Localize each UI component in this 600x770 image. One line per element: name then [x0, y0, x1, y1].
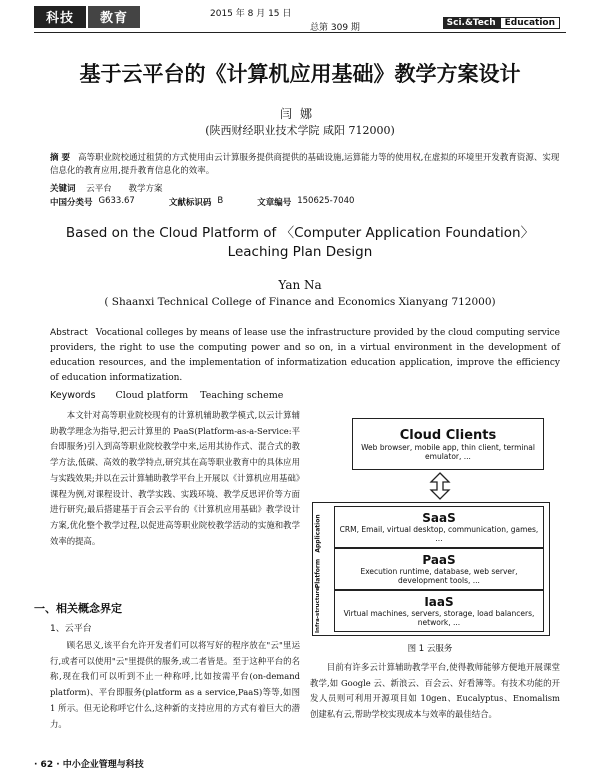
article-number-label: 文章编号	[257, 198, 292, 208]
abstract-en-text: Vocational colleges by means of lease use the infrastructure provided by the cloud computing service providers, the right to use the computing power and so on, in a virtual environment in the development of education resources, and the implementation of informatization education application, improve the efficiency of education informatization.	[50, 328, 560, 383]
keywords-cn-label: 关键词	[50, 184, 76, 194]
paper-title-en-line1: Based on the Cloud Platform of 〈Computer Application Foundation〉	[65, 225, 535, 241]
abstract-cn-label: 摘 要	[50, 153, 70, 163]
article-number-value: 150625-7040	[297, 196, 355, 206]
affiliation-en: ( Shaanxi Technical College of Finance and Economics Xianyang 712000)	[104, 296, 496, 308]
journal-brand	[443, 17, 560, 29]
saas-title: SaaS	[422, 511, 456, 525]
figure-caption: 图 1 云服务	[407, 644, 453, 654]
keyword-cn: 教学方案	[128, 184, 163, 194]
body-right	[310, 660, 560, 723]
keywords-en	[50, 390, 283, 401]
abstract-cn-text: 高等职业院校通过租赁的方式使用由云计算服务提供商提供的基础设施,运算能力等的使用权,在虚拟的环境里开发教育资源、实现信息化的教育应用,提升教育信息化的效率。	[50, 153, 560, 176]
subsection-heading: 1、云平台	[50, 624, 92, 634]
author-en: Yan Na	[278, 278, 322, 292]
issue-date: 2015 年 8 月 15 日	[210, 9, 292, 19]
iaas-box	[334, 590, 544, 632]
cloud-clients-desc: Web browser, mobile app, thin client, terminal emulator, ...	[361, 442, 535, 461]
masthead-tags	[34, 6, 140, 28]
figure-cloud-services	[310, 418, 550, 636]
paas-desc: Execution runtime, database, web server, development tools, ...	[360, 567, 518, 585]
paas-title: PaaS	[422, 553, 456, 567]
abstract-en	[50, 326, 560, 386]
paragraph: 本文针对高等职业院校现有的计算机辅助教学模式,以云计算辅助教学理念为指导,把云计算里的 PaaS(Platform-as-a-Service:平台即服务)引入到高等职业院校教学中来,运用其协作式、混合式的教学方法,低碳、高效的教学特点,研究其在高等职业教育中的具体应用与实践效果;并以在云计算辅助教学平台上开展以《计算机应用基础》课程为例,对课程设计、教学实践、实践环境、教学反思评价等方面进行研究;最后搭建基于百会云平台的《计算机应用基础》教学设计方案,优化整个教学过程,以促进高等职业院校教学活动的实施和教学效率的提高。	[50, 410, 300, 546]
issue-number: 总第 309 期	[310, 23, 360, 33]
side-label-application: Application	[314, 514, 322, 553]
cloud-clients-title: Cloud Clients	[399, 427, 497, 443]
clc-value: G633.67	[98, 196, 135, 206]
keyword-en: Teaching scheme	[200, 390, 284, 401]
iaas-desc: Virtual machines, servers, storage, load balancers, network, ...	[343, 609, 535, 627]
saas-desc: CRM, Email, virtual desktop, communication, games, ...	[339, 525, 539, 543]
paper-title-en-line2: Leaching Plan Design	[227, 244, 373, 260]
journal-brand-part1: Sci.&Tech	[443, 17, 500, 29]
keywords-en-label: Keywords	[50, 390, 96, 401]
affiliation-cn: (陕西财经职业技术学院 咸阳 712000)	[205, 124, 395, 137]
keyword-cn: 云平台	[86, 184, 112, 194]
keyword-en: Cloud platform	[115, 390, 189, 401]
page-footer: · 62 · 中小企业管理与科技	[34, 760, 144, 770]
body-left-intro	[50, 408, 300, 549]
body-left-section1	[50, 638, 300, 732]
saas-box	[334, 506, 544, 548]
header-rule	[34, 32, 566, 33]
masthead-tag-science: 科技	[34, 6, 86, 28]
paper-title-cn: 基于云平台的《计算机应用基础》教学方案设计	[79, 62, 521, 86]
keywords-cn	[50, 182, 162, 194]
double-arrow-icon	[428, 472, 452, 500]
abstract-cn	[50, 152, 560, 178]
side-label-infrastructure: Infra-structure	[315, 587, 321, 633]
paas-box	[334, 548, 544, 590]
classification-line	[50, 196, 354, 208]
doc-code-label: 文献标识码	[168, 198, 212, 208]
abstract-en-label: Abstract	[50, 328, 88, 338]
masthead-tag-education: 教育	[88, 6, 140, 28]
author-cn: 闫娜	[279, 107, 320, 121]
cloud-clients-box	[352, 418, 544, 470]
clc-label: 中国分类号	[50, 198, 93, 208]
journal-brand-part2: Education	[500, 17, 560, 29]
iaas-title: IaaS	[424, 595, 454, 609]
doc-code-value: B	[217, 196, 224, 206]
paragraph: 目前有许多云计算辅助教学平台,使得教师能够方便地开展课堂教学,如 Google 云、新浪云、百会云、好看簿等。有技术功能的开发人员则可利用开源项目如 10gen、Eucalyptus、Enomalism 创建私有云,帮助学校实现成本与效率的最佳结合。	[310, 662, 560, 720]
section-heading: 一、相关概念界定	[34, 602, 122, 615]
paper-title-en	[0, 224, 600, 262]
paragraph: 顾名思义,该平台允许开发者们可以将写好的程序放在"云"里运行,或者可以使用"云"里提供的服务,或二者皆是。至于这种平台的名称,现在我们可以听到不止一种称呼,比如按需平台(on-demand platform)、平台即服务(platform as a service,PaaS)等等,如图 1 所示。但无论称呼它什么,这种新的支持应用的方式有着巨大的潜力。	[50, 640, 300, 729]
side-label-platform: Platform	[314, 558, 322, 589]
